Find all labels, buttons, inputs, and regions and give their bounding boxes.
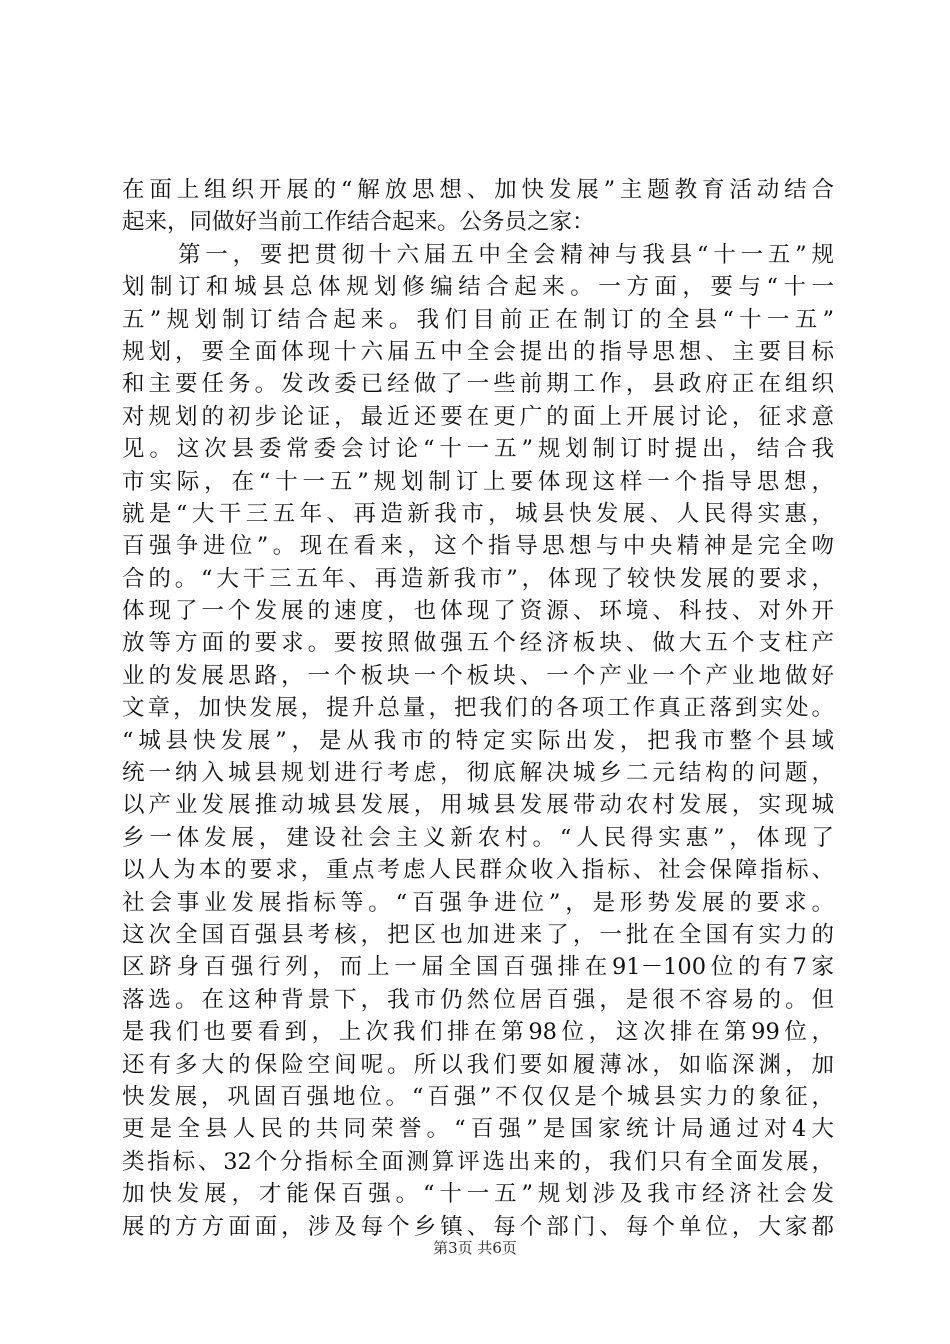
text-line: 加快发展，才能保百强。“十一五”规划涉及我市经济社会发: [122, 1181, 834, 1208]
text-line: “城县快发展”，是从我市的特定实际出发，把我市整个县域: [122, 727, 834, 754]
text-line: 这次全国百强县考核，把区也加进来了，一批在全国有实力的: [122, 921, 834, 948]
text-line: 规划，要全面体现十六届五中全会提出的指导思想、主要目标: [122, 338, 834, 365]
text-line: 落选。在这种背景下，我市仍然位居百强，是很不容易的。但: [122, 986, 834, 1013]
text-line: 乡一体发展，建设社会主义新农村。“人民得实惠”，体现了: [122, 824, 834, 851]
text-line: 业的发展思路，一个板块一个板块、一个产业一个产业地做好: [122, 662, 834, 689]
text-line: 起来，同做好当前工作结合起来。公务员之家：: [122, 209, 595, 236]
text-line: 以人为本的要求，重点考虑人民群众收入指标、社会保障指标、: [122, 857, 834, 884]
text-line: 合的。“大干三五年、再造新我市”，体现了较快发展的要求，: [122, 565, 834, 592]
text-line: 文章，加快发展，提升总量，把我们的各项工作真正落到实处。: [122, 695, 834, 722]
text-line: 区跻身百强行列，而上一届全国百强排在91－100位的有7家: [122, 954, 834, 981]
text-line: 以产业发展推动城县发展，用城县发展带动农村发展，实现城: [122, 792, 834, 819]
text-line: 见。这次县委常委会讨论“十一五”规划制订时提出，结合我: [122, 436, 834, 463]
text-line: 统一纳入城县规划进行考虑，彻底解决城乡二元结构的问题，: [122, 760, 834, 787]
text-line: 放等方面的要求。要按照做强五个经济板块、做大五个支柱产: [122, 630, 834, 657]
page-number-footer: 第3页 共6页: [433, 1239, 517, 1257]
text-line: 还有多大的保险空间呢。所以我们要如履薄冰，如临深渊，加: [122, 1051, 834, 1078]
text-line: 类指标、32个分指标全面测算评选出来的，我们只有全面发展，: [122, 1148, 834, 1175]
text-line: 和主要任务。发改委已经做了一些前期工作，县政府正在组织: [122, 371, 834, 398]
text-line: 五”规划制订结合起来。我们目前正在制订的全县“十一五”: [122, 306, 834, 333]
text-line: 展的方方面面，涉及每个乡镇、每个部门、每个单位，大家都: [122, 1213, 834, 1240]
text-line: 体现了一个发展的速度，也体现了资源、环境、科技、对外开: [122, 598, 834, 625]
body-text: [122, 174, 834, 1243]
text-line: 划制订和城县总体规划修编结合起来。一方面，要与“十一: [122, 274, 834, 301]
paragraph-first-line: 第一，要把贯彻十六届五中全会精神与我县“十一五”规: [178, 241, 834, 268]
text-line: 市实际，在“十一五”规划制订上要体现这样一个指导思想，: [122, 468, 834, 495]
text-line: 百强争进位”。现在看来，这个指导思想与中央精神是完全吻: [122, 533, 834, 560]
text-line: 是我们也要看到，上次我们排在第98位，这次排在第99位，: [122, 1019, 834, 1046]
text-line: 对规划的初步论证，最近还要在更广的面上开展讨论，征求意: [122, 403, 834, 430]
text-line: 在面上组织开展的“解放思想、加快发展”主题教育活动结合: [122, 177, 834, 203]
text-line: 快发展，巩固百强地位。“百强”不仅仅是个城县实力的象征，: [122, 1083, 834, 1110]
text-line: 社会事业发展指标等。“百强争进位”，是形势发展的要求。: [122, 889, 834, 916]
text-line: 就是“大干三五年、再造新我市，城县快发展、人民得实惠，: [122, 500, 834, 527]
text-line: 更是全县人民的共同荣誉。“百强”是国家统计局通过对4大: [122, 1116, 834, 1143]
